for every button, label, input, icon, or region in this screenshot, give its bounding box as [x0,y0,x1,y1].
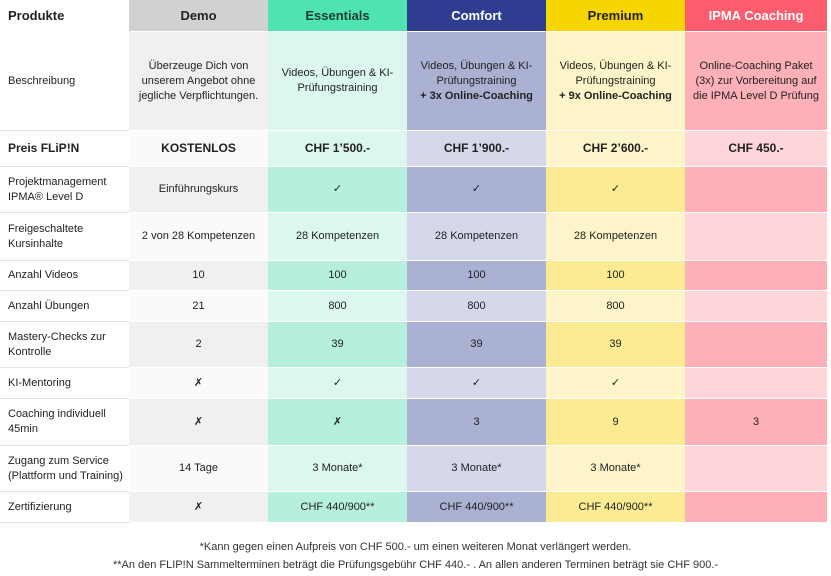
row-label-description: Beschreibung [0,32,129,131]
cell-ipma [685,368,827,399]
row-label-coaching: Coaching individuell 45min [0,399,129,446]
description-premium [546,32,685,131]
cell-comfort: 3 [407,399,546,446]
description-ipma: Online-Coaching Paket (3x) zur Vorbereitung auf die IPMA Level D Prüfung [685,32,827,131]
cell-demo: 21 [129,291,268,322]
cell-demo: Einführungskurs [129,167,268,213]
cell-premium: CHF 440/900** [546,492,685,523]
cell-comfort: 28 Kompetenzen [407,213,546,261]
cell-essentials: 100 [268,261,407,291]
footnote-exam-fee: **An den FLIP!N Sammelterminen beträgt die Prüfungsgebühr CHF 440.- . An allen anderen Terminen beträgt sie CHF 900.- [112,559,719,571]
price-ipma: CHF 450.- [685,131,827,167]
cell-demo: 2 [129,322,268,368]
description-essentials: Videos, Übungen & KI-Prüfungstraining [268,32,407,131]
cell-comfort: CHF 440/900** [407,492,546,523]
cell-ipma [685,167,827,213]
cell-demo: 2 von 28 Kompetenzen [129,213,268,261]
row-label-videos: Anzahl Videos [0,261,129,291]
cell-essentials: 3 Monate* [268,446,407,492]
row-label-zertifizierung: Zertifizierung [0,492,129,523]
description-comfort-extra: + 3x Online-Coaching [420,89,533,102]
row-label-projektmanagement: Projektmanagement IPMA® Level D [0,167,129,213]
description-demo: Überzeuge Dich von unserem Angebot ohne jegliche Verpflichtungen. [129,32,268,131]
footnote-extension: *Kann gegen einen Aufpreis von CHF 500.- um einen weiteren Monat verlängert werden. [199,541,632,553]
cell-ipma [685,446,827,492]
price-comfort: CHF 1’900.- [407,131,546,167]
description-comfort [407,32,546,131]
description-premium-main: Videos, Übungen & KI-Prüfungstraining [559,59,672,87]
cell-essentials: CHF 440/900** [268,492,407,523]
cell-premium: 3 Monate* [546,446,685,492]
products-header: Produkte [0,0,129,32]
cell-essentials: ✓ [268,167,407,213]
price-essentials: CHF 1’500.- [268,131,407,167]
cell-ipma [685,492,827,523]
cell-comfort: 3 Monate* [407,446,546,492]
cell-ipma: 3 [685,399,827,446]
cell-demo: ✗ [129,368,268,399]
row-label-kursinhalte: Freigeschaltete Kursinhalte [0,213,129,261]
row-label-ki-mentoring: KI-Mentoring [0,368,129,399]
cell-premium: ✓ [546,167,685,213]
cell-essentials: ✓ [268,368,407,399]
cell-premium: 9 [546,399,685,446]
description-comfort-main: Videos, Übungen & KI-Prüfungstraining [420,59,533,87]
cell-premium: 39 [546,322,685,368]
cell-premium: 100 [546,261,685,291]
cell-ipma [685,291,827,322]
plan-header-essentials: Essentials [268,0,407,32]
cell-essentials: 28 Kompetenzen [268,213,407,261]
cell-essentials: 800 [268,291,407,322]
cell-ipma [685,322,827,368]
cell-demo: ✗ [129,399,268,446]
plan-header-demo: Demo [129,0,268,32]
price-premium: CHF 2’600.- [546,131,685,167]
description-premium-extra: + 9x Online-Coaching [559,89,672,102]
cell-comfort: 39 [407,322,546,368]
plan-header-comfort: Comfort [407,0,546,32]
cell-comfort: 100 [407,261,546,291]
row-label-uebungen: Anzahl Übungen [0,291,129,322]
cell-ipma [685,213,827,261]
cell-demo: ✗ [129,492,268,523]
cell-premium: 800 [546,291,685,322]
cell-ipma [685,261,827,291]
price-demo: KOSTENLOS [129,131,268,167]
cell-essentials: ✗ [268,399,407,446]
cell-essentials: 39 [268,322,407,368]
cell-comfort: ✓ [407,368,546,399]
cell-premium: ✓ [546,368,685,399]
cell-comfort: 800 [407,291,546,322]
cell-comfort: ✓ [407,167,546,213]
cell-premium: 28 Kompetenzen [546,213,685,261]
row-label-zugang: Zugang zum Service (Plattform und Training) [0,446,129,492]
row-label-mastery-checks: Mastery-Checks zur Kontrolle [0,322,129,368]
cell-demo: 14 Tage [129,446,268,492]
plan-header-ipma-coaching: IPMA Coaching [685,0,827,32]
row-label-price: Preis FLiP!N [0,131,129,167]
plan-header-premium: Premium [546,0,685,32]
cell-demo: 10 [129,261,268,291]
